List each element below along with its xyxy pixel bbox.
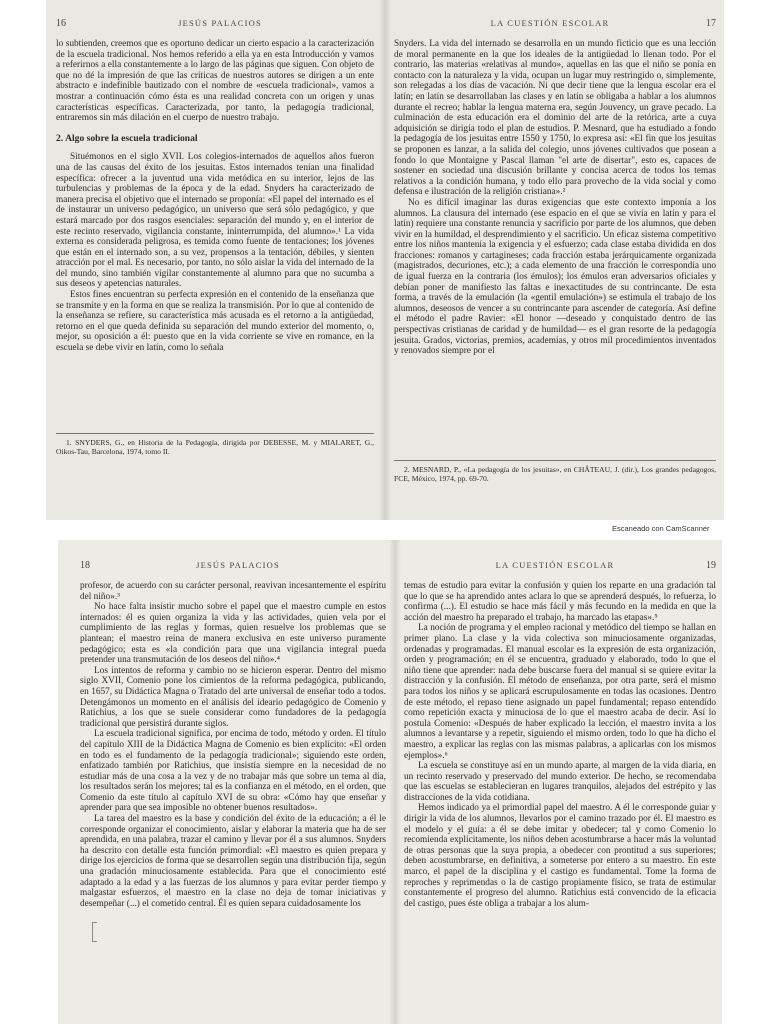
paragraph: La escuela tradicional significa, por encima de todo, método y orden. El título del capítulo XIII de la Didáctica Magna de Comenio es bien explícito: «El orden en todo es el fundamento de la pedagogía tradicional»; siguiendo este orden, enfatizado también por Ratichius, que insistía siempre en la necesidad de no estudiar más de una cosa a la vez y de no trabajar más que sobre un tema al día, los resultados serán los mejores; tal es la confianza en el método, en el orden, que Comenio da este título al capítulo XVI de su obra: «Cómo hay que enseñar y aprender para que sea imposible no obtener buenos resultados». bbox=[80, 729, 386, 814]
footnote: 1. SNYDERS, G., en Historia de la Pedagogía, dirigida por DEBESSE, M. y MIALARET, G., Oikos-Tau, Barcelona, 1974, tomo II. bbox=[56, 438, 374, 456]
paragraph: Situémonos en el siglo XVII. Los colegios-internados de aquellos años fueron una de las causas del éxito de los jesuitas. Estos internados tenían una finalidad específica: ofrecer a la juventud una vida metódica en su interior, lejos de las turbulencias y problemas de la época y de la edad. Snyders ha caracterizado de manera precisa el objetivo que el internado se proponía: «El papel del internado es el de instaurar un universo pedagógico, un universo que será sólo pedagógico, y que estará marcado por dos rasgos esenciales: separación del mundo y, en el interior de este recinto reservado, vigilancia constante, ininterrumpida, del alumno».¹ La vida externa es considerada peligrosa, es temida como fuente de tentaciones; los jóvenes que están en el internado son, a su vez, propensos a la tentación, débiles, y sienten atracción por el mal. Es necesario, por tanto, no sólo aislar la vida del internado de la del mundo, sino también vigilar constantemente al alumno para que no sucumba a sus deseos y apetencias naturales. bbox=[56, 152, 374, 290]
paragraph: lo subtienden, creemos que es oportuno dedicar un cierto espacio a la caracterización de la escuela tradicional. Nos hemos referido a ella ya en esta Introducción y vamos a referirnos a ella constantemente a lo largo de las páginas que siguen. Con objeto de que no dé la impresión de que las críticas de nuestros autores se dirigen a un ente abstracto e indefinible bautizado con el nombre de «escuela tradicional», vamos a mostrar a continuación cómo ésta es una realidad concreta con un origen y unas características específicas. Caracterizada, por tanto, la pedagogía tradicional, entraremos sin más dilación en el cuerpo de nuestro trabajo. bbox=[56, 39, 374, 124]
book-gutter bbox=[389, 540, 401, 1024]
page-18 bbox=[80, 540, 386, 1024]
section-title: 2. Algo sobre la escuela tradicional bbox=[56, 132, 198, 144]
paragraph: La escuela se constituye así en un mundo aparte, al margen de la vida diaria, en un recinto reservado y preservado del mundo exterior. De hecho, se recomendaba que las escuelas se establecieran en lugares tranquilos, alejados del estrépito y las distracciones de la vida cotidiana. bbox=[404, 761, 716, 803]
page-number: 18 bbox=[80, 560, 90, 571]
body-text bbox=[404, 581, 716, 909]
body-text bbox=[80, 581, 386, 909]
book-gutter bbox=[379, 0, 391, 520]
footnotes bbox=[394, 460, 716, 483]
page-16 bbox=[56, 0, 374, 520]
body-text bbox=[56, 39, 374, 354]
running-head bbox=[80, 560, 386, 571]
page-number: 17 bbox=[705, 18, 716, 29]
paragraph: No es difícil imaginar las duras exigencias que este contexto imponía a los alumnos. La clausura del internado (ese espacio en el que se vivía en latín y para el latín) requiere una constante renuncia y sacrificio por parte de los alumnos, que deben vivir en la humildad, el desprendimiento y el sacrificio. Un eficaz sistema competitivo entre los niños mantenía la exigencia y el esfuerzo; cada clase estaba dividida en dos fracciones: romanos y cartagineses; cada fracción estaba jerárquicamente organizada (magistrados, decuriones, etc.); a cada elemento de una fracción le correspondía uno de igual fuerza en la contraria (los émulos); los émulos eran adversarios oficiales y debían poner de manifiesto las faltas e inexactitudes de su contrincante. De esta forma, a través de la emulación (la «gentil emulación») se estimula el trabajo de los alumnos, deseosos de vencer a su contrincante para ascender de categoría. Así define el método el padre Ravier: «El honor —deseado y conquistado dentro de las perspectivas cristianas de caridad y de humildad— es el gran resorte de la pedagogía jesuita. Grados, victorias, premios, academias, y otros mil procedimientos inventados y renovados siempre por el bbox=[394, 197, 716, 357]
paragraph: No hace falta insistir mucho sobre el papel que el maestro cumple en estos internados: él es quien organiza la vida y las actividades, quien vela por el cumplimiento de las reglas y formas, quien resuelve los problemas que se plantean; el maestro reina de manera exclusiva en este universo puramente pedagógico; esta es «la condición para que una vigilancia integral pueda pretender una transmutación de los deseos del niño».⁴ bbox=[80, 602, 386, 666]
paragraph: La tarea del maestro es la base y condición del éxito de la educación; a él le corresponde organizar el conocimiento, aislar y elaborar la materia que ha de ser aprendida, en una palabra, trazar el camino y llevar por él a sus alumnos. Snyders ha descrito con detalle esta función primordial: «El maestro es quien prepara y dirige los ejercicios de forma que se desarrollen según una distribución fija, según una gradación minuciosamente establecida. Para que el conocimiento esté adaptado a la edad y a las fuerzas de los alumnos y para evitar perder tiempo y malgastar esfuerzos, el maestro en la clase no deja de tomar iniciativas y desempeñar (...) el cometido central. Él es quien separa cuidadosamente los bbox=[80, 814, 386, 909]
author-heading: JESÚS PALACIOS bbox=[196, 560, 280, 570]
book-title-heading: LA CUESTIÓN ESCOLAR bbox=[495, 560, 615, 570]
paragraph: Los intentos de reforma y cambio no se hicieron esperar. Dentro del mismo siglo XVII, Comenio pone los cimientos de la reforma pedagógica, publicando, en 1657, su Didáctica Magna o Tratado del arte universal de enseñar todo a todos. Detengámonos un momento en el análisis del ideario pedagógico de Comenio y Ratichius, a los que se suele considerar como fundadores de la pedagogía tradicional que persistirá durante siglos. bbox=[80, 665, 386, 729]
paragraph: La noción de programa y el empleo racional y metódico del tiempo se hallan en primer plano. La clase y la vida colectiva son minuciosamente organizadas, ordenadas y programadas. El manual escolar es la expresión de esta organización, orden y programación; en él se encuentra, graduado y elaborado, todo lo que el niño tiene que aprender: nada debe buscarse fuera del manual si se quiere evitar la distracción y la confusión. El método de enseñanza, por otra parte, será el mismo para todos los niños y se aplicará escrupulosamente en todas las ocasiones. Dentro de este método, el repaso tiene asignado un papel fundamental; repaso entendido como repetición exacta y minuciosa de lo que el maestro acaba de decir. Así lo postula Comenio: «Después de haber explicado la lección, el maestro invita a los alumnos a levantarse y a repetir, siguiendo el mismo orden, todo lo que ha dicho el maestro, a explicar las reglas con las mismas palabras, a aplicarlas con los mismos ejemplos».⁶ bbox=[404, 623, 716, 761]
paragraph: Snyders. La vida del internado se desarrolla en un mundo ficticio que es una lección de moral permanente en la que los ideales de la antigüedad lo llenan todo. Por el contrario, las materias «relativas al mundo», aquellas en las que el niño se ponía en contacto con la naturaleza y la vida, ocupan un lugar muy restringido o, simplemente, son relegadas a los días de vacación. Ni que decir tiene que la lengua escolar era el latín; en latín se desarrollaban las clases y en latín se obligaba a hablar a los alumnos durante el recreo; hablar la lengua materna era, según Jouvency, un grave pecado. La culminación de esta educación era el dominio del arte de la retórica, arte a cuya adquisición se dirigía todo el plan de estudios. P. Mesnard, que ha estudiado a fondo la pedagogía de los jesuitas entre 1550 y 1750, lo expresa así: «El fin que los jesuitas se proponen es lanzar, a la salida del colegio, unos jóvenes cultivados que posean a fondo lo que Montaigne y Pascal llaman "el arte de disertar", esto es, capaces de sostener en sociedad una discusión brillante y concisa acerca de todos los temas relativos a la condición humana, y todo ello para provecho de la vida social y como defensa e ilustración de la religión cristiana».² bbox=[394, 39, 716, 198]
paragraph: Estos fines encuentran su perfecta expresión en el contenido de la enseñanza que se transmite y en la forma en que se realiza la transmisión. Por lo que al contenido de la enseñanza se refiere, su característica más acusada es el retorno a la antigüedad, retorno en el que queda definida su separación del mundo exterior del momento, o, mejor, su oposición a él: puesto que en la vida corriente se vive en romance, en la escuela se debe vivir en latín, como lo señala bbox=[56, 290, 374, 354]
running-head bbox=[404, 560, 716, 571]
paragraph: profesor, de acuerdo con su carácter personal, reavivan incesantemente el espíritu del niño».³ bbox=[80, 581, 386, 602]
footnotes bbox=[56, 433, 374, 456]
book-title-heading: LA CUESTIÓN ESCOLAR bbox=[490, 18, 610, 28]
running-head bbox=[56, 18, 374, 29]
body-text bbox=[394, 39, 716, 357]
page-19 bbox=[404, 540, 716, 1024]
page-number: 16 bbox=[56, 18, 66, 29]
author-heading: JESÚS PALACIOS bbox=[178, 18, 262, 28]
paragraph: Hemos indicado ya el primordial papel del maestro. A él le corresponde guiar y dirigir la vida de los alumnos, llevarlos por el camino trazado por él. El maestro es el modelo y el guía: a él se debe imitar y obedecer; tal y como Comenio lo recomienda explícitamente, los niños deben acostumbrarse a hacer más la voluntad de otras personas que la suya propia, a obedecer con prontitud a sus superiores; deben acostumbrarse, en definitiva, a someterse por entero a su maestro. En este marco, el papel de la disciplina y el castigo es fundamental. Tome la forma de reproches y reprimendas o la de castigo propiamente físico, se trata de estimular constantemente el progreso del alumno. Ratichius está convencido de la eficacia del castigo, pues éste obliga a trabajar a los alum- bbox=[404, 803, 716, 909]
page-number: 19 bbox=[705, 560, 716, 571]
footnote: 2. MESNARD, P., «La pedagogía de los jesuitas», en CHÂTEAU, J. (dir.), Los grandes pedagogos, FCE, México, 1974, pp. 69-70. bbox=[394, 465, 716, 483]
running-head bbox=[394, 18, 716, 29]
scanned-sheet-bottom bbox=[58, 540, 722, 1024]
scanner-watermark: Escaneado con CamScanner bbox=[612, 524, 710, 533]
scanned-sheet-top bbox=[46, 0, 724, 520]
page-17 bbox=[394, 0, 716, 520]
pencil-bracket bbox=[92, 922, 97, 942]
paragraph: temas de estudio para evitar la confusión y quien los reparte en una gradación tal que lo que se ha aprendido antes aclara lo que se aprenderá después, lo refuerza, lo confirma (...). El estudio se hace más fácil y más fecundo en la medida en que la acción del maestro ha preparado el trabajo, ha marcado las etapas».⁵ bbox=[404, 581, 716, 623]
